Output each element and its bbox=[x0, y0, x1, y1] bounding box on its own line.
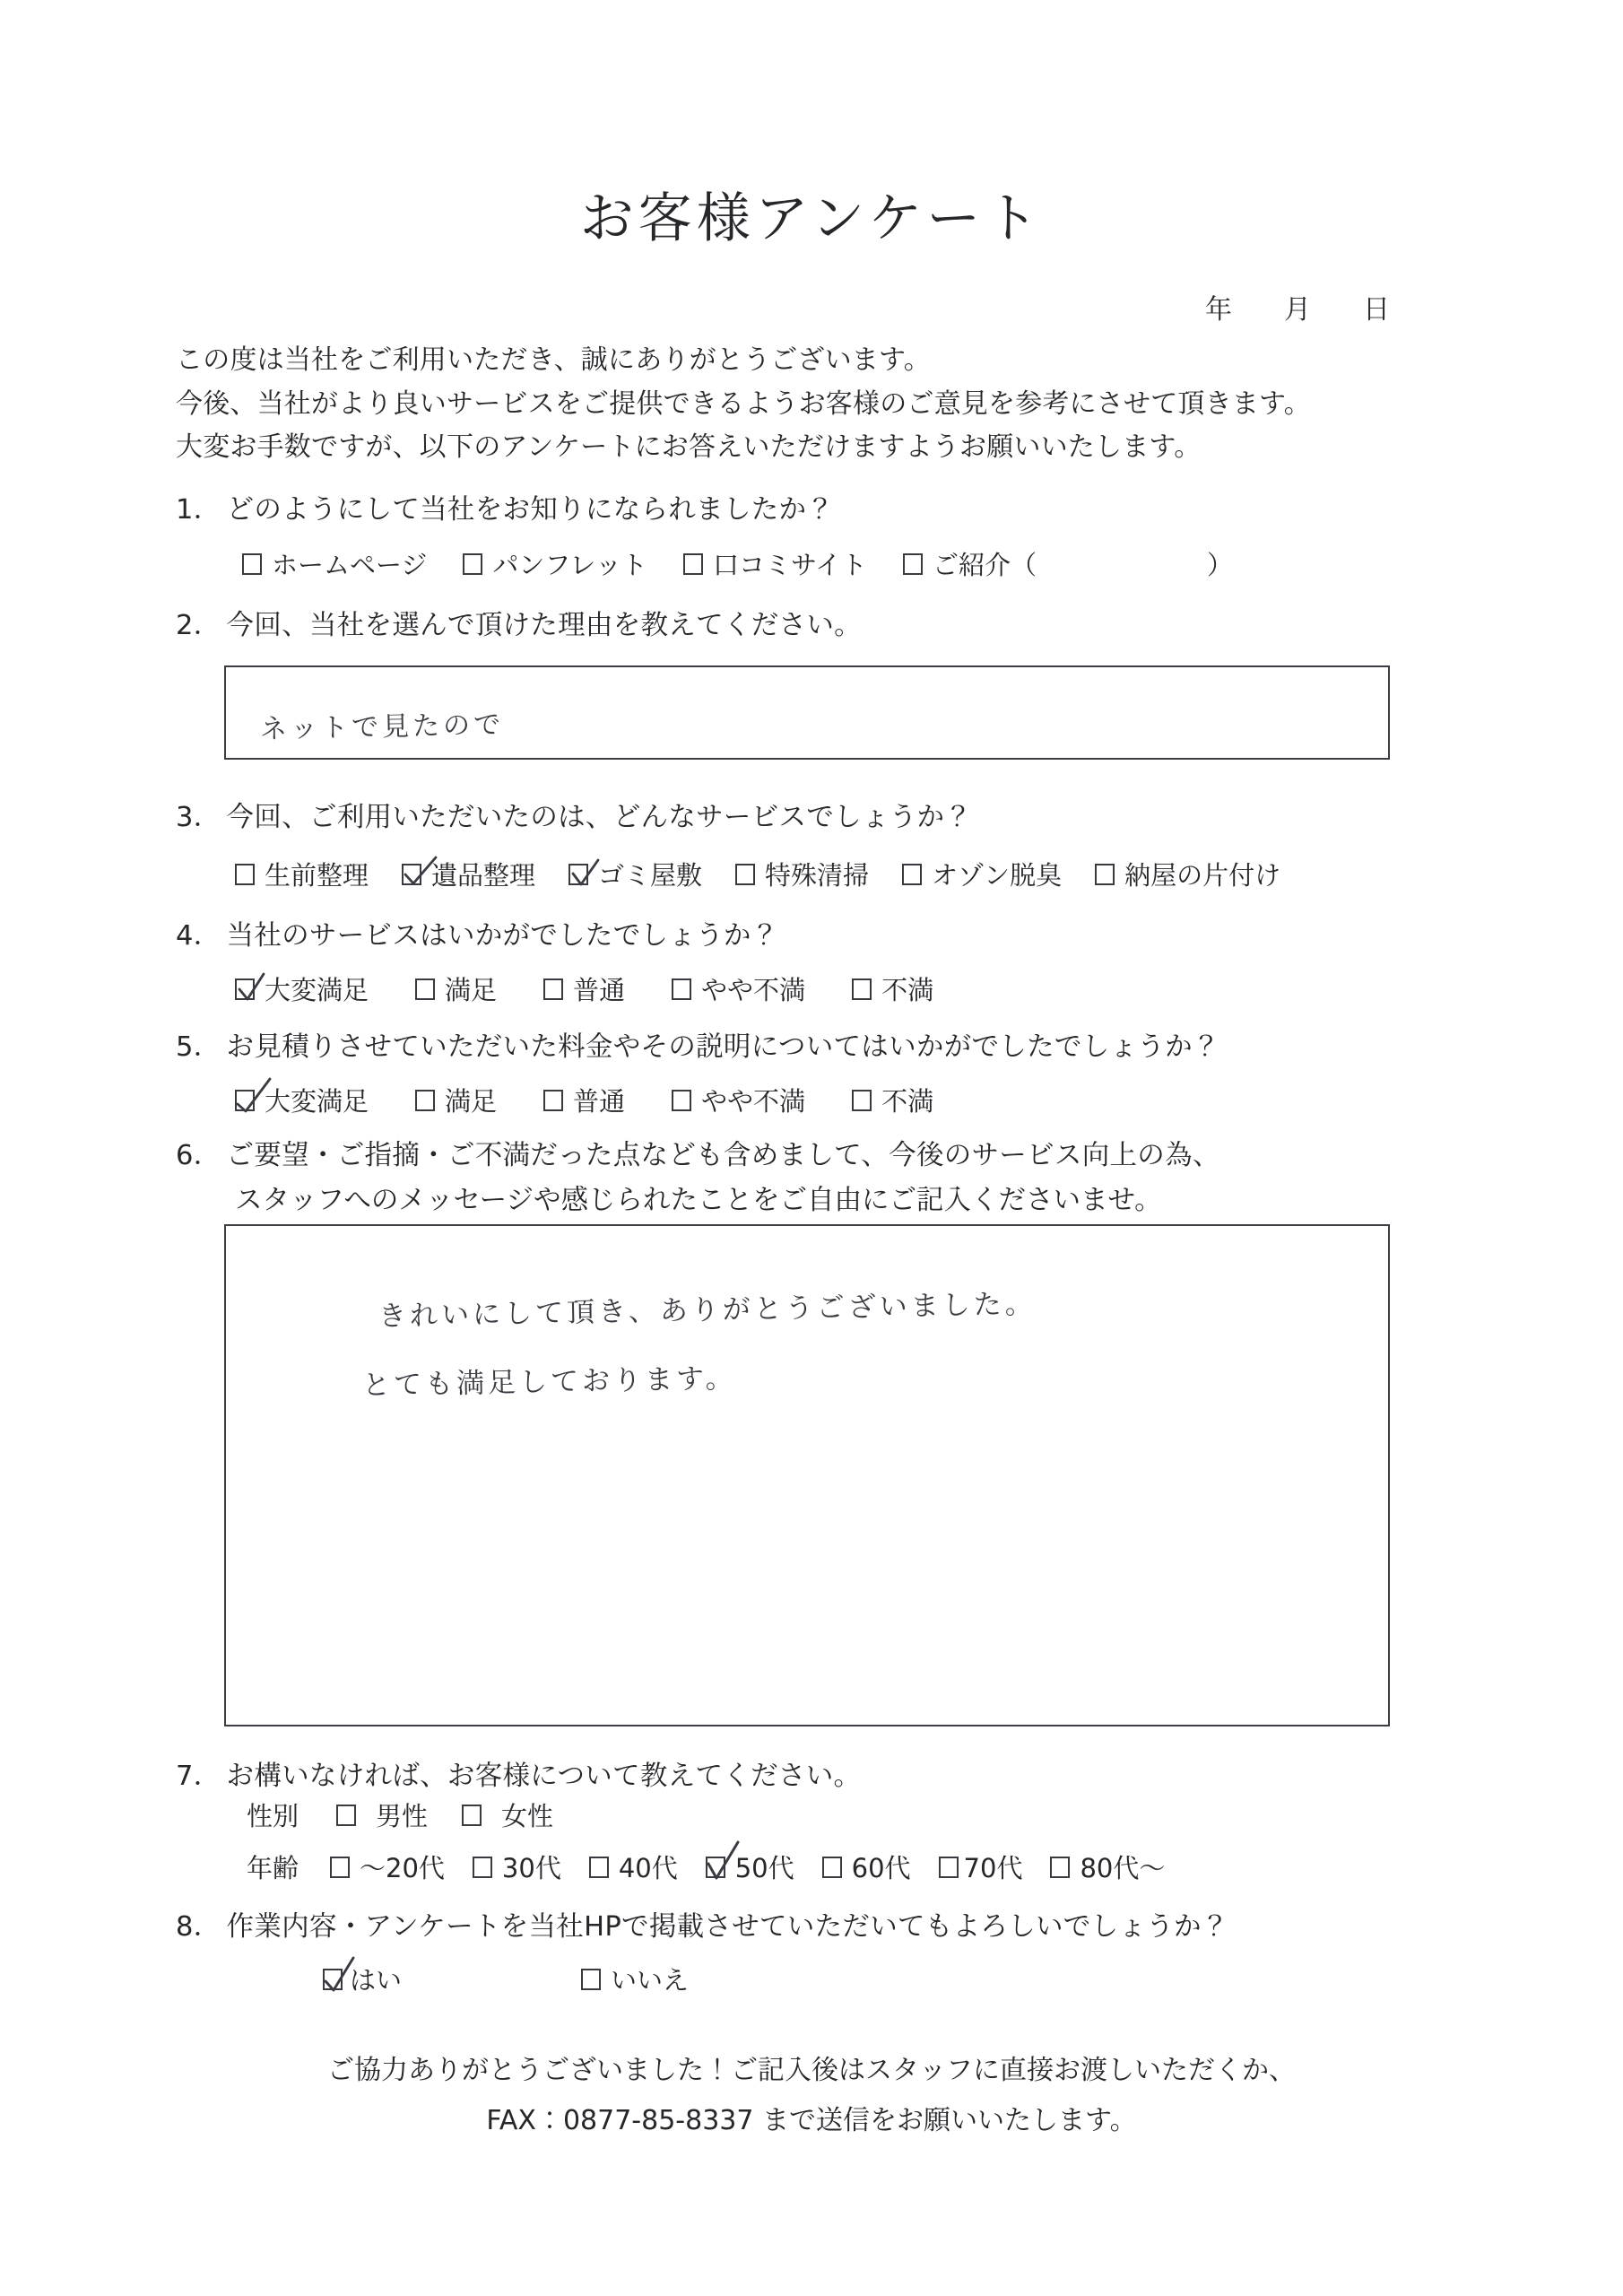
question-1-number: 1． bbox=[176, 494, 221, 526]
option-publish-no[interactable] bbox=[581, 1961, 689, 1997]
checkbox-q4-satisfied[interactable] bbox=[415, 978, 435, 1000]
question-4-number: 4． bbox=[176, 920, 221, 952]
checkbox-garbage-house[interactable] bbox=[568, 864, 588, 885]
checkbox-publish-no[interactable] bbox=[581, 1969, 601, 1990]
option-barn-cleanup[interactable] bbox=[1095, 856, 1280, 892]
option-label-q5-very-satisfied: 大変満足 bbox=[265, 1086, 369, 1117]
option-age-70s[interactable] bbox=[939, 1848, 1023, 1885]
question-5-number: 5． bbox=[176, 1031, 221, 1063]
option-label-referral-close: ） bbox=[1206, 550, 1233, 580]
option-label-q5-neutral: 普通 bbox=[573, 1086, 626, 1117]
checkbox-barn-cleanup[interactable] bbox=[1095, 864, 1115, 885]
checkbox-q5-neutral[interactable] bbox=[543, 1090, 563, 1111]
option-special-cleaning[interactable] bbox=[735, 856, 869, 892]
question-1-options bbox=[242, 545, 1233, 582]
option-q4-slightly-dissatisfied[interactable] bbox=[672, 970, 805, 1007]
checkbox-age-30s[interactable] bbox=[473, 1857, 492, 1878]
question-4-text: 当社のサービスはいかがでしたでしょうか？ bbox=[226, 920, 779, 952]
question-2-number: 2． bbox=[176, 610, 221, 641]
checkbox-q4-slightly-dissatisfied[interactable] bbox=[672, 978, 691, 1000]
option-label-publish-no: いいえ bbox=[611, 1965, 690, 1996]
checkbox-pamphlet[interactable] bbox=[463, 553, 482, 575]
option-ozone-deodorization[interactable] bbox=[902, 856, 1062, 892]
option-q5-very-satisfied[interactable] bbox=[235, 1082, 369, 1118]
question-7-heading bbox=[176, 1753, 861, 1793]
footer-line-2: FAX：0877-85-8337 まで送信をお願いいたします。 bbox=[486, 2104, 1137, 2136]
option-age-60s[interactable] bbox=[822, 1848, 911, 1885]
question-2-text: 今回、当社を選んで頂けた理由を教えてください。 bbox=[226, 610, 862, 641]
question-3-number: 3． bbox=[176, 802, 221, 833]
question-7-age-row bbox=[247, 1848, 1165, 1885]
question-2-heading bbox=[176, 603, 862, 642]
option-label-q5-dissatisfied: 不満 bbox=[881, 1086, 934, 1117]
option-label-pamphlet: パンフレット bbox=[492, 550, 647, 580]
checkbox-q5-slightly-dissatisfied[interactable] bbox=[672, 1090, 691, 1111]
checkbox-pre-death-cleanup[interactable] bbox=[235, 864, 255, 885]
option-label-homepage: ホームページ bbox=[272, 550, 428, 580]
option-age-50s[interactable] bbox=[706, 1848, 794, 1885]
option-label-gender-male: 男性 bbox=[376, 1801, 429, 1831]
question-6-text: ご要望・ご指摘・ご不満だった点なども含めまして、今後のサービス向上の為、 bbox=[226, 1140, 1220, 1171]
checkbox-age-80s-plus[interactable] bbox=[1050, 1857, 1070, 1878]
option-label-barn-cleanup: 納屋の片付け bbox=[1124, 860, 1281, 891]
option-label-referral: ご紹介（ bbox=[932, 550, 1037, 580]
option-label-garbage-house: ゴミ屋敷 bbox=[598, 860, 703, 891]
option-gender-male[interactable] bbox=[336, 1796, 428, 1833]
option-age-40s[interactable] bbox=[589, 1848, 678, 1885]
referral-close-paren bbox=[1207, 545, 1233, 582]
option-estate-cleanup[interactable] bbox=[402, 856, 535, 892]
checkbox-referral[interactable] bbox=[903, 553, 923, 575]
option-label-estate-cleanup: 遺品整理 bbox=[431, 860, 536, 891]
option-label-pre-death-cleanup: 生前整理 bbox=[265, 860, 369, 891]
checkbox-publish-yes[interactable] bbox=[323, 1969, 343, 1990]
option-pre-death-cleanup[interactable] bbox=[235, 856, 369, 892]
question-6-text-line2: スタッフへのメッセージや感じられたことをご自由にご記入くださいませ。 bbox=[235, 1185, 1162, 1216]
question-1-text: どのようにして当社をお知りになられましたか？ bbox=[226, 494, 835, 526]
question-8-options bbox=[323, 1961, 689, 1997]
option-label-q5-slightly-dissatisfied: やや不満 bbox=[701, 1086, 806, 1117]
question-8-text: 作業内容・アンケートを当社HPで掲載させていただいてもよろしいでしょうか？ bbox=[226, 1911, 1229, 1943]
option-q4-very-satisfied[interactable] bbox=[235, 970, 369, 1007]
checkbox-homepage[interactable] bbox=[242, 553, 262, 575]
option-label-age-40s: 40代 bbox=[618, 1853, 678, 1883]
option-referral[interactable] bbox=[903, 545, 1037, 582]
option-label-publish-yes: はい bbox=[350, 1965, 403, 1996]
footer-line-1: ご協力ありがとうございました！ご記入後はスタッフに直接お渡しいただくか、 bbox=[327, 2055, 1296, 2086]
intro-line-3: 大変お手数ですが、以下のアンケートにお答えいただけますようお願いいたします。 bbox=[176, 431, 1202, 464]
option-gender-female[interactable] bbox=[462, 1796, 553, 1833]
option-q5-slightly-dissatisfied[interactable] bbox=[672, 1082, 805, 1118]
question-2-answer-box[interactable] bbox=[224, 665, 1390, 760]
option-label-q4-slightly-dissatisfied: やや不満 bbox=[701, 975, 806, 1005]
intro-line-2: 今後、当社がより良いサービスをご提供できるようお客様のご意見を参考にさせて頂きます。 bbox=[176, 387, 1311, 420]
checkbox-q4-neutral[interactable] bbox=[543, 978, 563, 1000]
question-3-text: 今回、ご利用いただいたのは、どんなサービスでしょうか？ bbox=[226, 802, 973, 833]
checkbox-age-40s[interactable] bbox=[589, 1857, 609, 1878]
option-q5-dissatisfied[interactable] bbox=[852, 1082, 933, 1118]
option-label-age-under-20s: ～20代 bbox=[360, 1853, 445, 1883]
option-label-age-70s: 70代 bbox=[963, 1853, 1023, 1883]
question-4-heading bbox=[176, 913, 779, 952]
option-label-gender-female: 女性 bbox=[501, 1801, 554, 1831]
option-review-site[interactable] bbox=[683, 545, 867, 582]
checkbox-gender-male[interactable] bbox=[336, 1805, 356, 1826]
checkbox-age-50s[interactable] bbox=[706, 1857, 725, 1878]
intro-paragraph bbox=[176, 339, 1485, 470]
question-7-text: お構いなければ、お客様について教えてください。 bbox=[226, 1761, 862, 1792]
question-6-handwritten-line-2: とても満足しております。 bbox=[361, 1361, 737, 1402]
option-label-special-cleaning: 特殊清掃 bbox=[765, 860, 870, 891]
option-label-age-80s-plus: 80代～ bbox=[1080, 1853, 1166, 1883]
question-2-handwritten-answer: ネットで見たので bbox=[259, 709, 505, 745]
checkbox-special-cleaning[interactable] bbox=[735, 864, 755, 885]
gender-label: 性別 bbox=[247, 1801, 299, 1831]
option-age-30s[interactable] bbox=[473, 1848, 561, 1885]
option-age-under-20s[interactable] bbox=[330, 1848, 445, 1885]
checkbox-ozone-deodorization[interactable] bbox=[902, 864, 922, 885]
question-5-text: お見積りさせていただいた料金やその説明についてはいかがでしたでしょうか？ bbox=[226, 1031, 1220, 1063]
question-5-heading bbox=[176, 1024, 1220, 1064]
question-8-number: 8． bbox=[176, 1911, 221, 1943]
checkbox-gender-female[interactable] bbox=[462, 1805, 482, 1826]
question-1-heading bbox=[176, 487, 834, 526]
checkbox-review-site[interactable] bbox=[683, 553, 703, 575]
option-homepage[interactable] bbox=[242, 545, 427, 582]
option-label-age-30s: 30代 bbox=[501, 1853, 561, 1883]
checkbox-q5-satisfied[interactable] bbox=[415, 1090, 435, 1111]
option-label-age-60s: 60代 bbox=[851, 1853, 911, 1883]
date-month-label[interactable]: 月 bbox=[1284, 294, 1313, 326]
option-label-q4-dissatisfied: 不満 bbox=[881, 975, 934, 1005]
question-6-answer-box[interactable] bbox=[224, 1224, 1390, 1726]
option-garbage-house[interactable] bbox=[568, 856, 702, 892]
option-publish-yes[interactable] bbox=[323, 1961, 402, 1997]
checkbox-q5-very-satisfied[interactable] bbox=[235, 1090, 255, 1111]
date-year-label[interactable]: 年 bbox=[1205, 294, 1234, 326]
option-label-q4-satisfied: 満足 bbox=[445, 975, 498, 1005]
checkbox-age-60s[interactable] bbox=[822, 1857, 842, 1878]
option-q5-satisfied[interactable] bbox=[415, 1082, 497, 1118]
option-q4-satisfied[interactable] bbox=[415, 970, 497, 1007]
intro-line-1: この度は当社をご利用いただき、誠にありがとうございます。 bbox=[176, 344, 931, 376]
checkbox-estate-cleanup[interactable] bbox=[402, 864, 421, 885]
checkbox-age-under-20s[interactable] bbox=[330, 1857, 350, 1878]
option-label-q4-neutral: 普通 bbox=[573, 975, 626, 1005]
date-day-label[interactable]: 日 bbox=[1363, 294, 1392, 326]
page-title: お客様アンケート bbox=[579, 187, 1044, 250]
question-6-handwritten-line-1: きれいにして頂き、ありがとうございました。 bbox=[378, 1287, 1037, 1333]
option-q4-neutral[interactable] bbox=[543, 970, 625, 1007]
option-label-q4-very-satisfied: 大変満足 bbox=[265, 975, 369, 1005]
option-q5-neutral[interactable] bbox=[543, 1082, 625, 1118]
checkbox-q5-dissatisfied[interactable] bbox=[852, 1090, 872, 1111]
footer-note bbox=[0, 2046, 1623, 2145]
option-label-review-site: 口コミサイト bbox=[712, 550, 867, 580]
option-label-q5-satisfied: 満足 bbox=[445, 1086, 498, 1117]
question-7-number: 7． bbox=[176, 1761, 221, 1792]
question-3-heading bbox=[176, 795, 972, 834]
option-label-ozone-deodorization: オゾン脱臭 bbox=[932, 860, 1063, 891]
question-6-number: 6． bbox=[176, 1140, 221, 1171]
question-8-heading bbox=[176, 1904, 1229, 1944]
question-3-options bbox=[235, 856, 1280, 892]
option-label-age-50s: 50代 bbox=[734, 1853, 794, 1883]
question-7-gender-row bbox=[247, 1796, 553, 1833]
option-q4-dissatisfied[interactable] bbox=[852, 970, 933, 1007]
option-age-80s-plus[interactable] bbox=[1050, 1848, 1165, 1885]
question-6-heading bbox=[176, 1133, 1220, 1172]
date-field-row bbox=[1205, 287, 1392, 326]
option-pamphlet[interactable] bbox=[463, 545, 647, 582]
checkbox-q4-very-satisfied[interactable] bbox=[235, 978, 255, 1000]
question-4-options bbox=[235, 970, 933, 1007]
age-label: 年齢 bbox=[247, 1853, 299, 1883]
checkbox-age-70s[interactable] bbox=[939, 1857, 959, 1878]
checkbox-q4-dissatisfied[interactable] bbox=[852, 978, 872, 1000]
question-5-options bbox=[235, 1082, 933, 1118]
